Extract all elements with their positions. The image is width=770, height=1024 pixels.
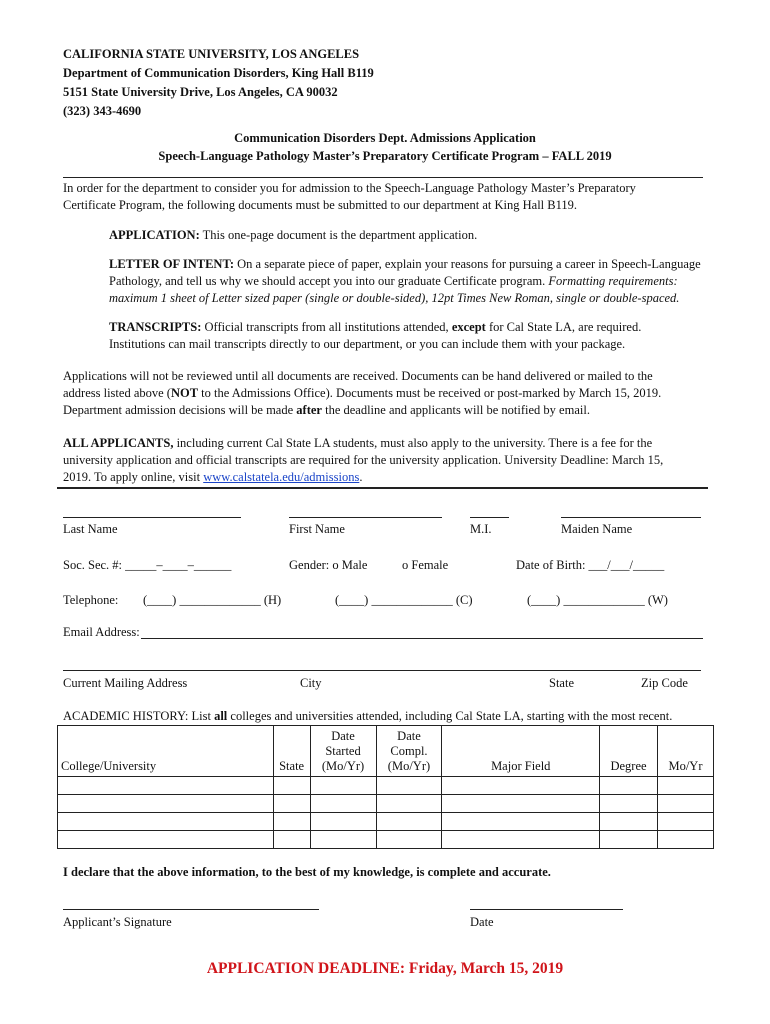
first-name-field[interactable] bbox=[289, 517, 442, 518]
letter-text-1: On a separate piece of paper, explain your reasons for pursuing a career in Speech-Language bbox=[234, 257, 701, 271]
telephone-label: Telephone: bbox=[63, 593, 119, 607]
degree-header: Degree bbox=[600, 726, 658, 777]
review-text-3a: Department admission decisions will be made bbox=[63, 403, 297, 417]
all-applicants-line-2: university application and official transcripts are required for the university application. University Deadline: March 15, bbox=[63, 453, 664, 467]
transcripts-except: except bbox=[451, 320, 486, 334]
mo-yr-header: Mo/Yr bbox=[657, 726, 713, 777]
all-applicants-text-1: including current Cal State LA students, must also apply to the university. There is a fee for the bbox=[173, 436, 653, 450]
formatting-requirements-label: Formatting requirements: bbox=[548, 274, 678, 288]
phone-number: (323) 343-4690 bbox=[63, 104, 142, 118]
application-item bbox=[109, 228, 477, 243]
date-completed-line-3: (Mo/Yr) bbox=[387, 759, 431, 773]
review-after: after bbox=[296, 403, 322, 417]
state-header: State bbox=[273, 726, 310, 777]
academic-intro-a: ACADEMIC HISTORY: List bbox=[63, 709, 215, 723]
letter-label: LETTER OF INTENT: bbox=[109, 257, 235, 271]
form-title: Communication Disorders Dept. Admissions Application bbox=[234, 131, 536, 145]
academic-intro-c: colleges and universities attended, including Cal State LA, starting with the most recent. bbox=[227, 709, 673, 723]
form-subtitle: Speech-Language Pathology Master’s Preparatory Certificate Program – FALL 2019 bbox=[158, 149, 612, 163]
college-header: College/University bbox=[58, 726, 274, 777]
table-row[interactable] bbox=[58, 831, 714, 849]
table-header-row bbox=[58, 726, 714, 777]
transcripts-label: TRANSCRIPTS: bbox=[109, 320, 202, 334]
last-name-label: Last Name bbox=[63, 522, 118, 536]
maiden-name-label: Maiden Name bbox=[561, 522, 633, 536]
transcripts-text-1a: Official transcripts from all institutions attended, bbox=[201, 320, 452, 334]
declaration-text: I declare that the above information, to the best of my knowledge, is complete and accurate. bbox=[63, 865, 551, 879]
date-started-line-1: Date bbox=[331, 729, 355, 743]
ssn-field[interactable]: Soc. Sec. #: _____–____–______ bbox=[63, 558, 232, 572]
gender-female-option[interactable] bbox=[402, 558, 448, 573]
city-label: City bbox=[300, 676, 322, 690]
intro-line-2: Certificate Program, the following documents must be submitted to our department at King Hall B119. bbox=[63, 198, 578, 212]
date-completed-line-2: Compl. bbox=[390, 744, 428, 758]
application-text: This one-page document is the department application. bbox=[199, 228, 478, 242]
department-name: Department of Communication Disorders, King Hall B119 bbox=[63, 66, 374, 80]
review-line-3 bbox=[63, 403, 590, 418]
all-applicants-period: . bbox=[359, 470, 363, 484]
major-field-header: Major Field bbox=[442, 726, 600, 777]
date-started-line-3: (Mo/Yr) bbox=[321, 759, 365, 773]
work-phone-field[interactable]: (____) _____________ (W) bbox=[527, 593, 668, 607]
date-started-line-2: Started bbox=[325, 744, 361, 758]
all-applicants-line-1 bbox=[63, 436, 652, 451]
table-row[interactable] bbox=[58, 777, 714, 795]
date-completed-line-1: Date bbox=[397, 729, 421, 743]
date-started-header bbox=[310, 726, 376, 777]
email-label: Email Address: bbox=[63, 625, 140, 639]
all-applicants-line-3 bbox=[63, 470, 362, 485]
intro-line-1: In order for the department to consider you for admission to the Speech-Language Pathology Master’s Preparatory bbox=[63, 181, 636, 195]
dob-field[interactable]: Date of Birth: ___/___/_____ bbox=[516, 558, 665, 572]
title-divider bbox=[63, 177, 703, 178]
table-row[interactable] bbox=[58, 813, 714, 831]
transcripts-item bbox=[109, 320, 641, 335]
home-phone-field[interactable]: (____) _____________ (H) bbox=[143, 593, 282, 607]
letter-text-2a: Pathology, and tell us why we should accept you into our graduate Certificate program. bbox=[109, 274, 549, 288]
review-text-3c: the deadline and applicants will be notified by email. bbox=[321, 403, 590, 417]
gender-male-option[interactable] bbox=[289, 558, 367, 573]
street-address: 5151 State University Drive, Los Angeles, CA 90032 bbox=[63, 85, 338, 99]
review-not: NOT bbox=[170, 386, 199, 400]
all-applicants-text-3: 2019. To apply online, visit bbox=[63, 470, 204, 484]
radio-circle-icon[interactable]: o bbox=[402, 558, 409, 572]
review-line-1: Applications will not be reviewed until all documents are received. Documents can be hand delivered or mailed to the bbox=[63, 369, 653, 383]
transcripts-line-2: Institutions can mail transcripts directly to our department, or you can include them with your package. bbox=[109, 337, 626, 351]
mi-field[interactable] bbox=[470, 517, 509, 518]
signature-field[interactable] bbox=[63, 909, 319, 910]
review-text-2c: to the Admissions Office). Documents must be received or post-marked by March 15, 2019. bbox=[198, 386, 662, 400]
cell-phone-field[interactable]: (____) _____________ (C) bbox=[335, 593, 473, 607]
maiden-name-field[interactable] bbox=[561, 517, 701, 518]
letter-line-3: maximum 1 sheet of Letter sized paper (single or double-sided), 12pt Times New Roman, single or double-spaced. bbox=[109, 291, 680, 305]
mailing-address-field[interactable] bbox=[63, 670, 701, 671]
email-field[interactable] bbox=[141, 638, 703, 639]
table-row[interactable] bbox=[58, 795, 714, 813]
last-name-field[interactable] bbox=[63, 517, 241, 518]
section-divider bbox=[57, 487, 708, 489]
transcripts-text-1c: for Cal State LA, are required. bbox=[485, 320, 642, 334]
zip-code-label: Zip Code bbox=[641, 676, 688, 690]
gender-label: Gender: bbox=[289, 558, 333, 572]
state-label: State bbox=[549, 676, 574, 690]
letter-line-2 bbox=[109, 274, 678, 289]
signature-label: Applicant’s Signature bbox=[63, 915, 172, 929]
date-completed-header bbox=[376, 726, 442, 777]
review-line-2 bbox=[63, 386, 661, 401]
mailing-address-label: Current Mailing Address bbox=[63, 676, 188, 690]
academic-history-table bbox=[57, 725, 714, 849]
university-name: CALIFORNIA STATE UNIVERSITY, LOS ANGELES bbox=[63, 47, 360, 61]
date-field[interactable] bbox=[470, 909, 623, 910]
application-deadline: APPLICATION DEADLINE: Friday, March 15, 2019 bbox=[206, 960, 564, 977]
letter-item bbox=[109, 257, 701, 272]
admissions-link[interactable]: www.calstatela.edu/admissions bbox=[203, 470, 360, 484]
review-text-2a: address listed above ( bbox=[63, 386, 171, 400]
academic-history-intro bbox=[63, 709, 672, 724]
application-label: APPLICATION: bbox=[109, 228, 200, 242]
gender-male-label: Male bbox=[341, 558, 368, 572]
mi-label: M.I. bbox=[470, 522, 492, 536]
radio-circle-icon[interactable]: o bbox=[332, 558, 339, 572]
gender-female-label: Female bbox=[411, 558, 449, 572]
academic-intro-all: all bbox=[214, 709, 228, 723]
all-applicants-label: ALL APPLICANTS, bbox=[63, 436, 174, 450]
first-name-label: First Name bbox=[289, 522, 345, 536]
date-label: Date bbox=[470, 915, 494, 929]
